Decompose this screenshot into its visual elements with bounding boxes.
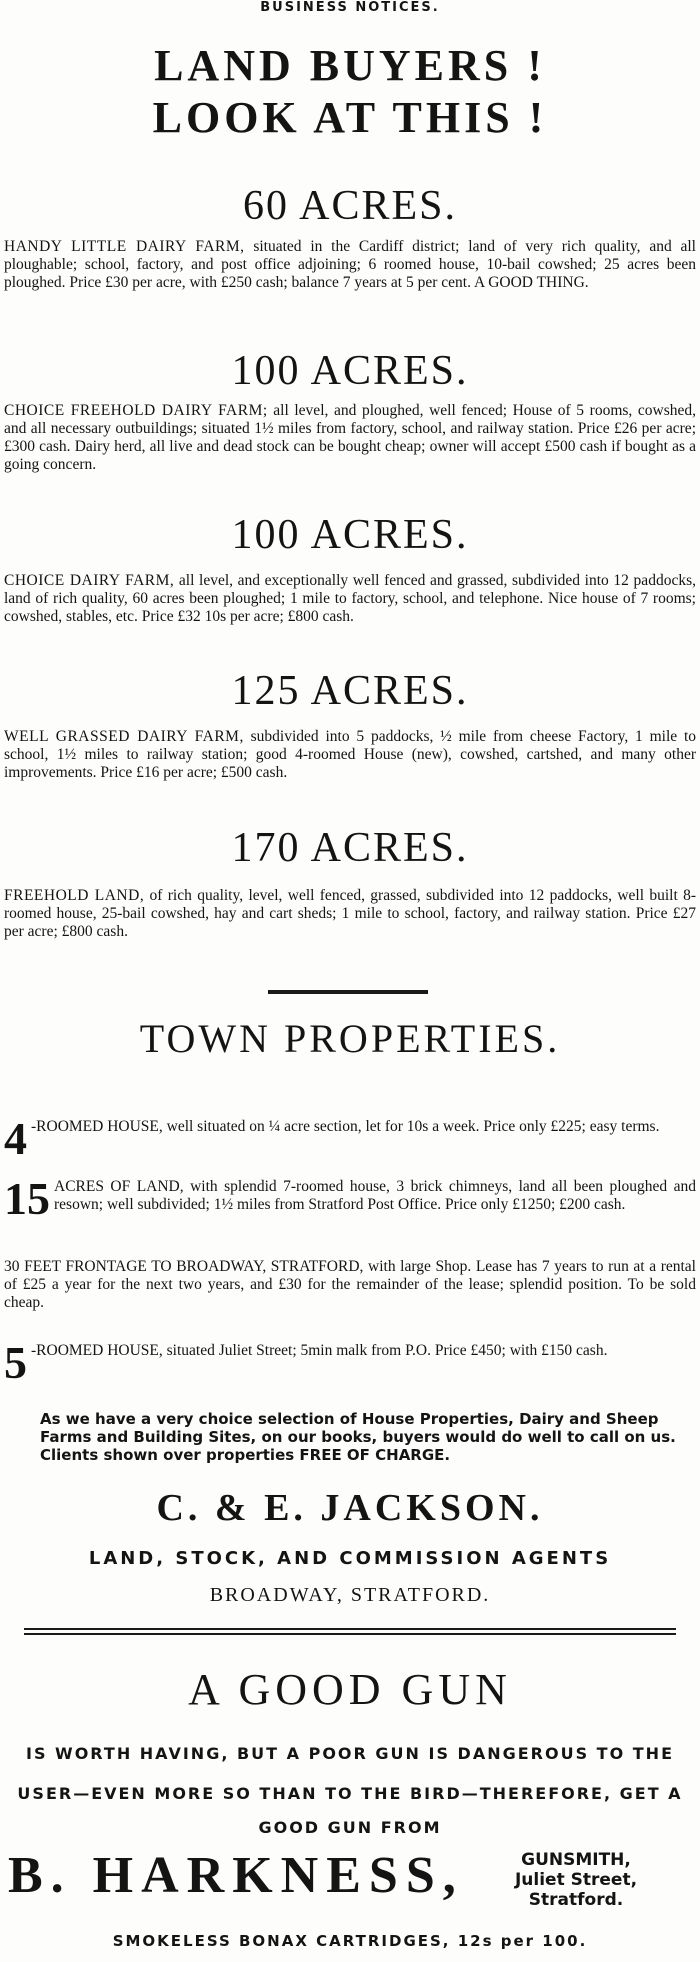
merchant-trade-line-2: Juliet Street, Stratford.	[514, 1870, 638, 1910]
gun-line-1: IS WORTH HAVING, BUT A POOR GUN IS DANGEROUS TO THE	[26, 1744, 674, 1763]
listing-5-body: of rich quality, level, well fenced, grassed, subdivided into 12 paddocks, well built 8-roomed house, 25-bail cowshed, hay and cart sheds; 1 mile to school, factory, and railway station. Price £27 per acre; £800 cash.	[4, 887, 696, 940]
town-item-3-lead: 30 FEET FRONTAGE TO BROADWAY, STRATFORD,	[4, 1258, 364, 1275]
town-properties-title: TOWN PROPERTIES.	[139, 1016, 561, 1061]
listing-2-acres: 100 ACRES.	[231, 348, 469, 394]
merchant-trade-line-1: GUNSMITH,	[521, 1850, 631, 1870]
listing-2-lead: CHOICE FREEHOLD DAIRY FARM;	[4, 402, 268, 419]
listing-2-text	[4, 402, 696, 474]
town-item-2	[4, 1173, 696, 1224]
town-item-1-lead: -ROOMED HOUSE,	[31, 1118, 163, 1135]
town-item-3	[4, 1258, 696, 1312]
town-item-2-lead: ACRES OF LAND,	[54, 1178, 184, 1195]
town-item-1	[4, 1113, 696, 1164]
gun-line-3: GOOD GUN FROM	[258, 1818, 442, 1837]
headline-line-2: LOOK AT THIS !	[152, 93, 548, 142]
town-item-3-body: with large Shop. Lease has 7 years to run at a rental of £25 a year for the next two years, and £30 for the remainder of the lease; splendid position. To be sold cheap.	[4, 1258, 696, 1311]
agent-address: BROADWAY, STRATFORD.	[209, 1584, 491, 1606]
listing-5-text	[4, 887, 696, 941]
headline-line-1: LAND BUYERS !	[154, 41, 546, 90]
listing-1-acres: 60 ACRES.	[242, 183, 458, 229]
merchant-block	[8, 1846, 700, 1916]
town-item-4-body: situated Juliet Street; 5min malk from P.O. Price £450; with £150 cash.	[162, 1342, 608, 1359]
double-rule-bottom	[24, 1633, 676, 1635]
section-header: BUSINESS NOTICES.	[260, 0, 440, 15]
listing-5-lead: FREEHOLD LAND,	[4, 887, 145, 904]
listing-2-body: all level, and ploughed, well fenced; House of 5 rooms, cowshed, and all necessary outbuildings; situated 1½ miles from factory, school, and railway station. Price £26 per acre; £300 cash. Dairy herd, all live and dead stock can be bought cheap; owner will accept £500 cash if bought as a going concern.	[4, 402, 696, 473]
listing-3-lead: CHOICE DAIRY FARM,	[4, 572, 175, 589]
merchant-trade	[466, 1850, 686, 1910]
agent-role: LAND, STOCK, AND COMMISSION AGENTS	[88, 1548, 612, 1569]
listing-1-body: situated in the Cardiff district; land of very rich quality, and all ploughable; school, factory, and post office adjoining; 6 roomed house, 10-bail cowshed; 25 acres been ploughed. Price £30 per acre, with £250 cash; balance 7 years at 5 per cent. A GOOD THING.	[4, 238, 696, 291]
listing-4-body: subdivided into 5 paddocks, ½ mile from cheese Factory, 1 mile to school, 1½ miles to railway station; good 4-roomed House (new), cowshed, cartshed, and many other improvements. Price £16 per acre; £500 cash.	[4, 728, 696, 781]
town-item-4	[4, 1337, 696, 1388]
gun-line-2: USER—EVEN MORE SO THAN TO THE BIRD—THEREFORE, GET A	[17, 1784, 683, 1803]
town-item-2-body: with splendid 7-roomed house, 3 brick chimneys, land all been ploughed and resown; well subdivided; 1½ miles from Stratford Post Office. Price only £1250; £200 cash.	[54, 1178, 696, 1213]
merchant-name: B. HARKNESS,	[8, 1847, 464, 1904]
listing-4-lead: WELL GRASSED DAIRY FARM,	[4, 728, 244, 745]
listing-3-acres: 100 ACRES.	[231, 512, 469, 558]
listing-1-text	[4, 238, 696, 292]
listing-4-acres: 125 ACRES.	[231, 668, 469, 714]
double-rule-top	[24, 1628, 676, 1630]
divider-rule	[268, 990, 428, 994]
listing-4-text	[4, 728, 696, 782]
town-item-1-body: well situated on ¼ acre section, let for 10s a week. Price only £225; easy terms.	[162, 1118, 660, 1135]
listing-1-lead: HANDY LITTLE DAIRY FARM,	[4, 238, 245, 255]
town-notice: As we have a very choice selection of House Properties, Dairy and Sheep Farms and Building Sites, on our books, buyers would do well to call on us. Clients shown over properties FREE OF CHARGE.	[40, 1410, 676, 1464]
town-item-4-cap: 5	[4, 1337, 27, 1388]
footer-cartridges: SMOKELESS BONAX CARTRIDGES, 12s per 100.	[112, 1932, 588, 1950]
listing-3-body: all level, and exceptionally well fenced and grassed, subdivided into 12 paddocks, land of rich quality, 60 acres been ploughed; 1 mile to factory, school, and telephone. Nice house of 7 rooms; cowshed, stables, etc. Price £32 10s per acre; £800 cash.	[4, 572, 696, 625]
gun-title: A GOOD GUN	[188, 1665, 512, 1714]
town-item-2-cap: 15	[4, 1173, 50, 1224]
town-item-1-cap: 4	[4, 1113, 27, 1164]
listing-3-text	[4, 572, 696, 626]
agent-name: C. & E. JACKSON.	[156, 1487, 544, 1529]
listing-5-acres: 170 ACRES.	[231, 825, 469, 871]
town-item-4-lead: -ROOMED HOUSE,	[31, 1342, 163, 1359]
